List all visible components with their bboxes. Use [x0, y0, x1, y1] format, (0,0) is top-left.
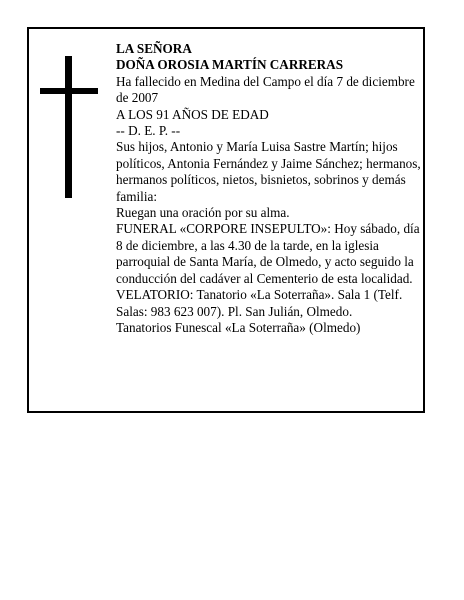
cross-vertical-bar: [65, 56, 72, 198]
prayer-request: Ruegan una oración por su alma.: [116, 205, 290, 221]
latin-cross-icon: [40, 56, 98, 198]
obituary-notice: [27, 27, 425, 413]
deceased-name: DOÑA OROSIA MARTÍN CARRERAS: [116, 57, 344, 73]
death-info: Ha fallecido en Medina del Campo el día 7 de diciembre de 2007: [116, 73, 415, 106]
funeral-home: Tanatorios Funescal «La Soterraña» (Olmedo): [116, 319, 361, 335]
notice-text: [116, 41, 421, 336]
wake-details: VELATORIO: Tanatorio «La Soterraña». Sala 1 (Telf. Salas: 983 623 007). Pl. San Julián, Olmedo.: [116, 287, 403, 319]
notice-title: LA SEÑORA: [116, 41, 192, 56]
cross-horizontal-bar: [40, 88, 98, 94]
family-list: Sus hijos, Antonio y María Luisa Sastre Martín; hijos políticos, Antonia Fernández y Jaime Sánchez; hermanos, hermanos políticos, nietos, bisnietos, sobrinos y demás familia:: [116, 139, 421, 204]
funeral-details: FUNERAL «CORPORE INSEPULTO»: Hoy sábado, día 8 de diciembre, a las 4.30 de la tarde, en la iglesia parroquial de Santa María, de Olmedo, y acto seguido la conducción del cadáver al Cementerio de esta localidad.: [116, 221, 420, 286]
age-at-death: A LOS 91 AÑOS DE EDAD: [116, 106, 269, 122]
rest-in-peace: -- D. E. P. --: [116, 123, 181, 139]
